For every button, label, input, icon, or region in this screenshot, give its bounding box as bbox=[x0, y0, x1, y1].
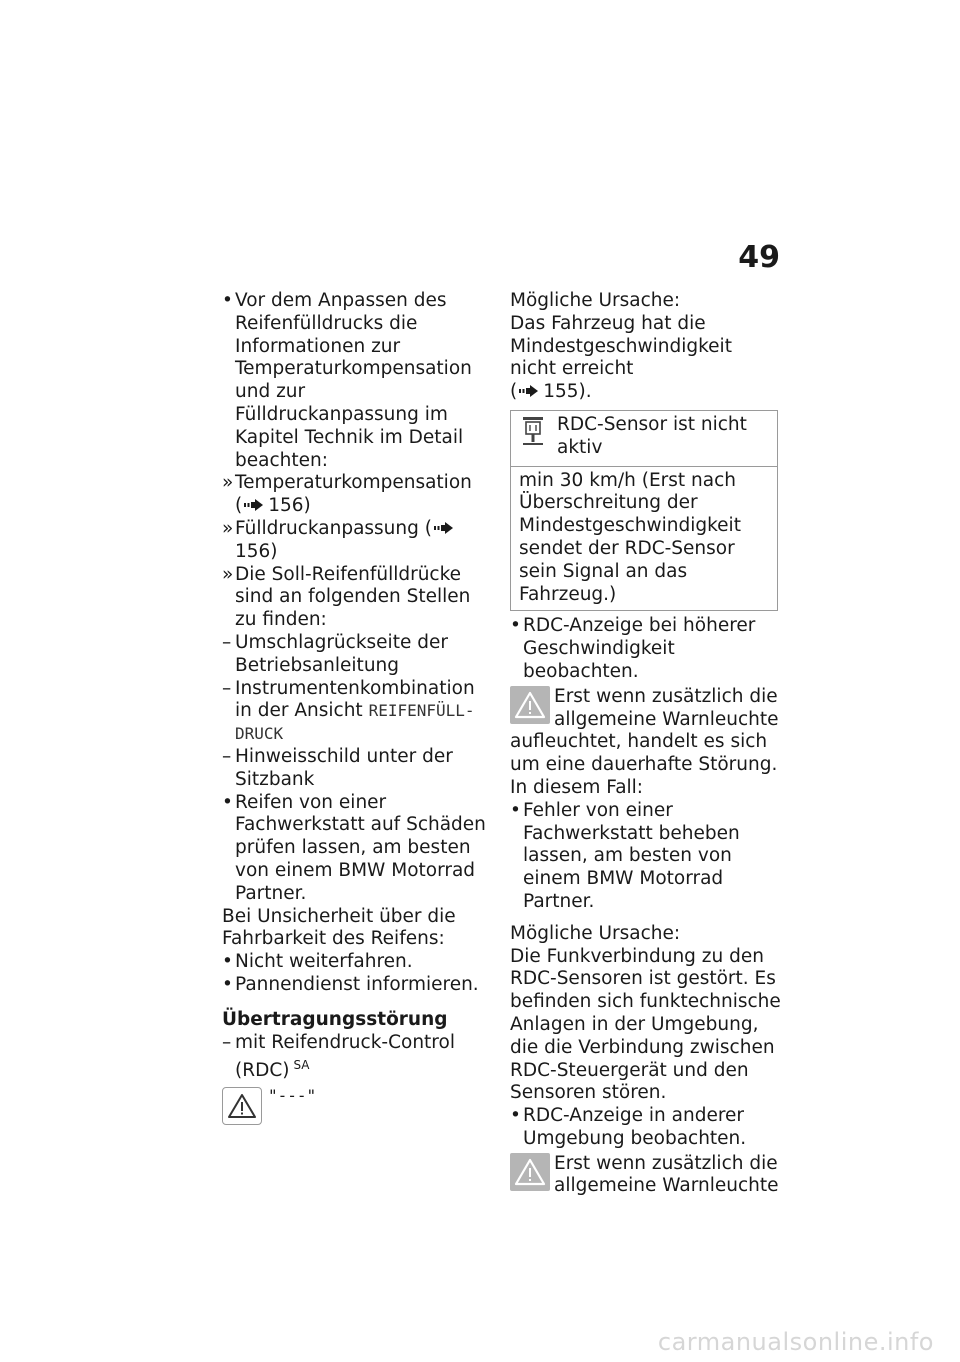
cause-text: Das Fahrzeug hat die Mindestgeschwindigkeit nicht erreicht ( 155). bbox=[510, 312, 732, 403]
display-view-name: REIFENFÜLL-DRUCK bbox=[235, 701, 475, 744]
cause-label: Mögliche Ursache: bbox=[510, 922, 681, 944]
cause-label: Mögliche Ursache: bbox=[510, 290, 681, 311]
warning-note-text: Erst wenn zusätzlich die allgemeine Warnleuchte bbox=[554, 685, 779, 730]
rdc-box-body: min 30 km/h (Erst nach Überschreitung der Mindestgeschwindigkeit sendet der RDC-Sensor sein Signal an das Fahrzeug.) bbox=[519, 469, 741, 605]
reference-page: 155). bbox=[543, 381, 592, 403]
bullet-item: • RDC-Anzeige in anderer Umgebung beobachten. bbox=[510, 1105, 782, 1151]
warning-triangle-icon bbox=[222, 1087, 262, 1125]
bullet-item: • Pannendienst informieren. bbox=[222, 974, 494, 997]
dash-item bbox=[222, 1032, 494, 1084]
display-indicator-row bbox=[222, 1087, 494, 1125]
right-column bbox=[510, 290, 782, 1198]
rdc-info-box bbox=[510, 410, 778, 611]
dash-item: – Umschlagrückseite der Betriebsanleitung bbox=[222, 632, 494, 678]
page-number: 49 bbox=[738, 240, 780, 275]
reference-arrow-icon bbox=[244, 498, 264, 512]
cause-text: Die Funkverbindung zu den RDC-Sensoren ist gestört. Es befinden sich funktechnische Anlagen in der Umgebung, die die Verbindung zwischen RDC-Steuergerät und den Sensoren stören. bbox=[510, 945, 781, 1104]
dash-item: – Hinweisschild unter der Sitzbank bbox=[222, 746, 494, 792]
rdc-box-title: RDC-Sensor ist nicht aktiv bbox=[557, 413, 747, 458]
display-code: "---" bbox=[268, 1086, 317, 1106]
bullet-item: • Vor dem Anpassen des Reifenfülldrucks die Informationen zur Temperaturkompensation und zur Fülldruckanpassung im Kapitel Technik im Detail beachten: bbox=[222, 290, 494, 472]
warning-note-continuation: aufleuchtet, handelt es sich um eine dauerhafte Störung. bbox=[510, 731, 778, 776]
reference-page: 156) bbox=[235, 540, 278, 562]
reference-arrow-icon bbox=[434, 521, 454, 535]
bullet-item: • RDC-Anzeige bei höherer Geschwindigkeit beobachten. bbox=[510, 615, 782, 683]
reference-item: » Die Soll-Reifenfülldrücke sind an folgenden Stellen zu finden: bbox=[222, 564, 494, 632]
dash-item bbox=[222, 678, 494, 746]
reference-page: 156) bbox=[268, 495, 311, 517]
bullet-item: • Nicht weiterfahren. bbox=[222, 951, 494, 974]
dash-item-text: mit Reifendruck-Control (RDC) bbox=[235, 1031, 455, 1082]
reference-arrow-icon bbox=[519, 384, 539, 398]
watermark-url: carmanualsonline.info bbox=[657, 1328, 934, 1356]
dash-item-text: Instrumentenkombination in der Ansicht bbox=[235, 677, 475, 722]
bullet-item: • Reifen von einer Fachwerkstatt auf Schäden prüfen lassen, am besten von einem BMW Motorrad Partner. bbox=[222, 792, 494, 906]
reference-item bbox=[222, 518, 494, 564]
paragraph: In diesem Fall: bbox=[510, 776, 644, 798]
warning-note-text: Erst wenn zusätzlich die allgemeine Warnleuchte bbox=[554, 1152, 779, 1197]
left-column bbox=[222, 290, 494, 1125]
special-equipment-badge: SA bbox=[293, 1058, 310, 1073]
rdc-box-header bbox=[511, 411, 777, 467]
reference-label: Fülldruckanpassung ( bbox=[235, 517, 432, 539]
warning-triangle-icon bbox=[510, 1153, 550, 1191]
warning-note bbox=[510, 686, 782, 732]
reference-label: Temperaturkompensation bbox=[235, 472, 472, 494]
section-heading: Übertragungsstörung bbox=[222, 1008, 448, 1030]
rdc-sensor-icon bbox=[519, 414, 557, 455]
paragraph: Bei Unsicherheit über die Fahrbarkeit des Reifens: bbox=[222, 905, 456, 950]
warning-note bbox=[510, 1153, 782, 1199]
cause-text-body: Das Fahrzeug hat die Mindestgeschwindigkeit nicht erreicht bbox=[510, 312, 732, 380]
reference-item: » Temperaturkompensation ( 156) bbox=[222, 472, 494, 518]
warning-triangle-icon bbox=[510, 686, 550, 724]
bullet-item: • Fehler von einer Fachwerkstatt beheben lassen, am besten von einem BMW Motorrad Partner. bbox=[510, 800, 782, 914]
